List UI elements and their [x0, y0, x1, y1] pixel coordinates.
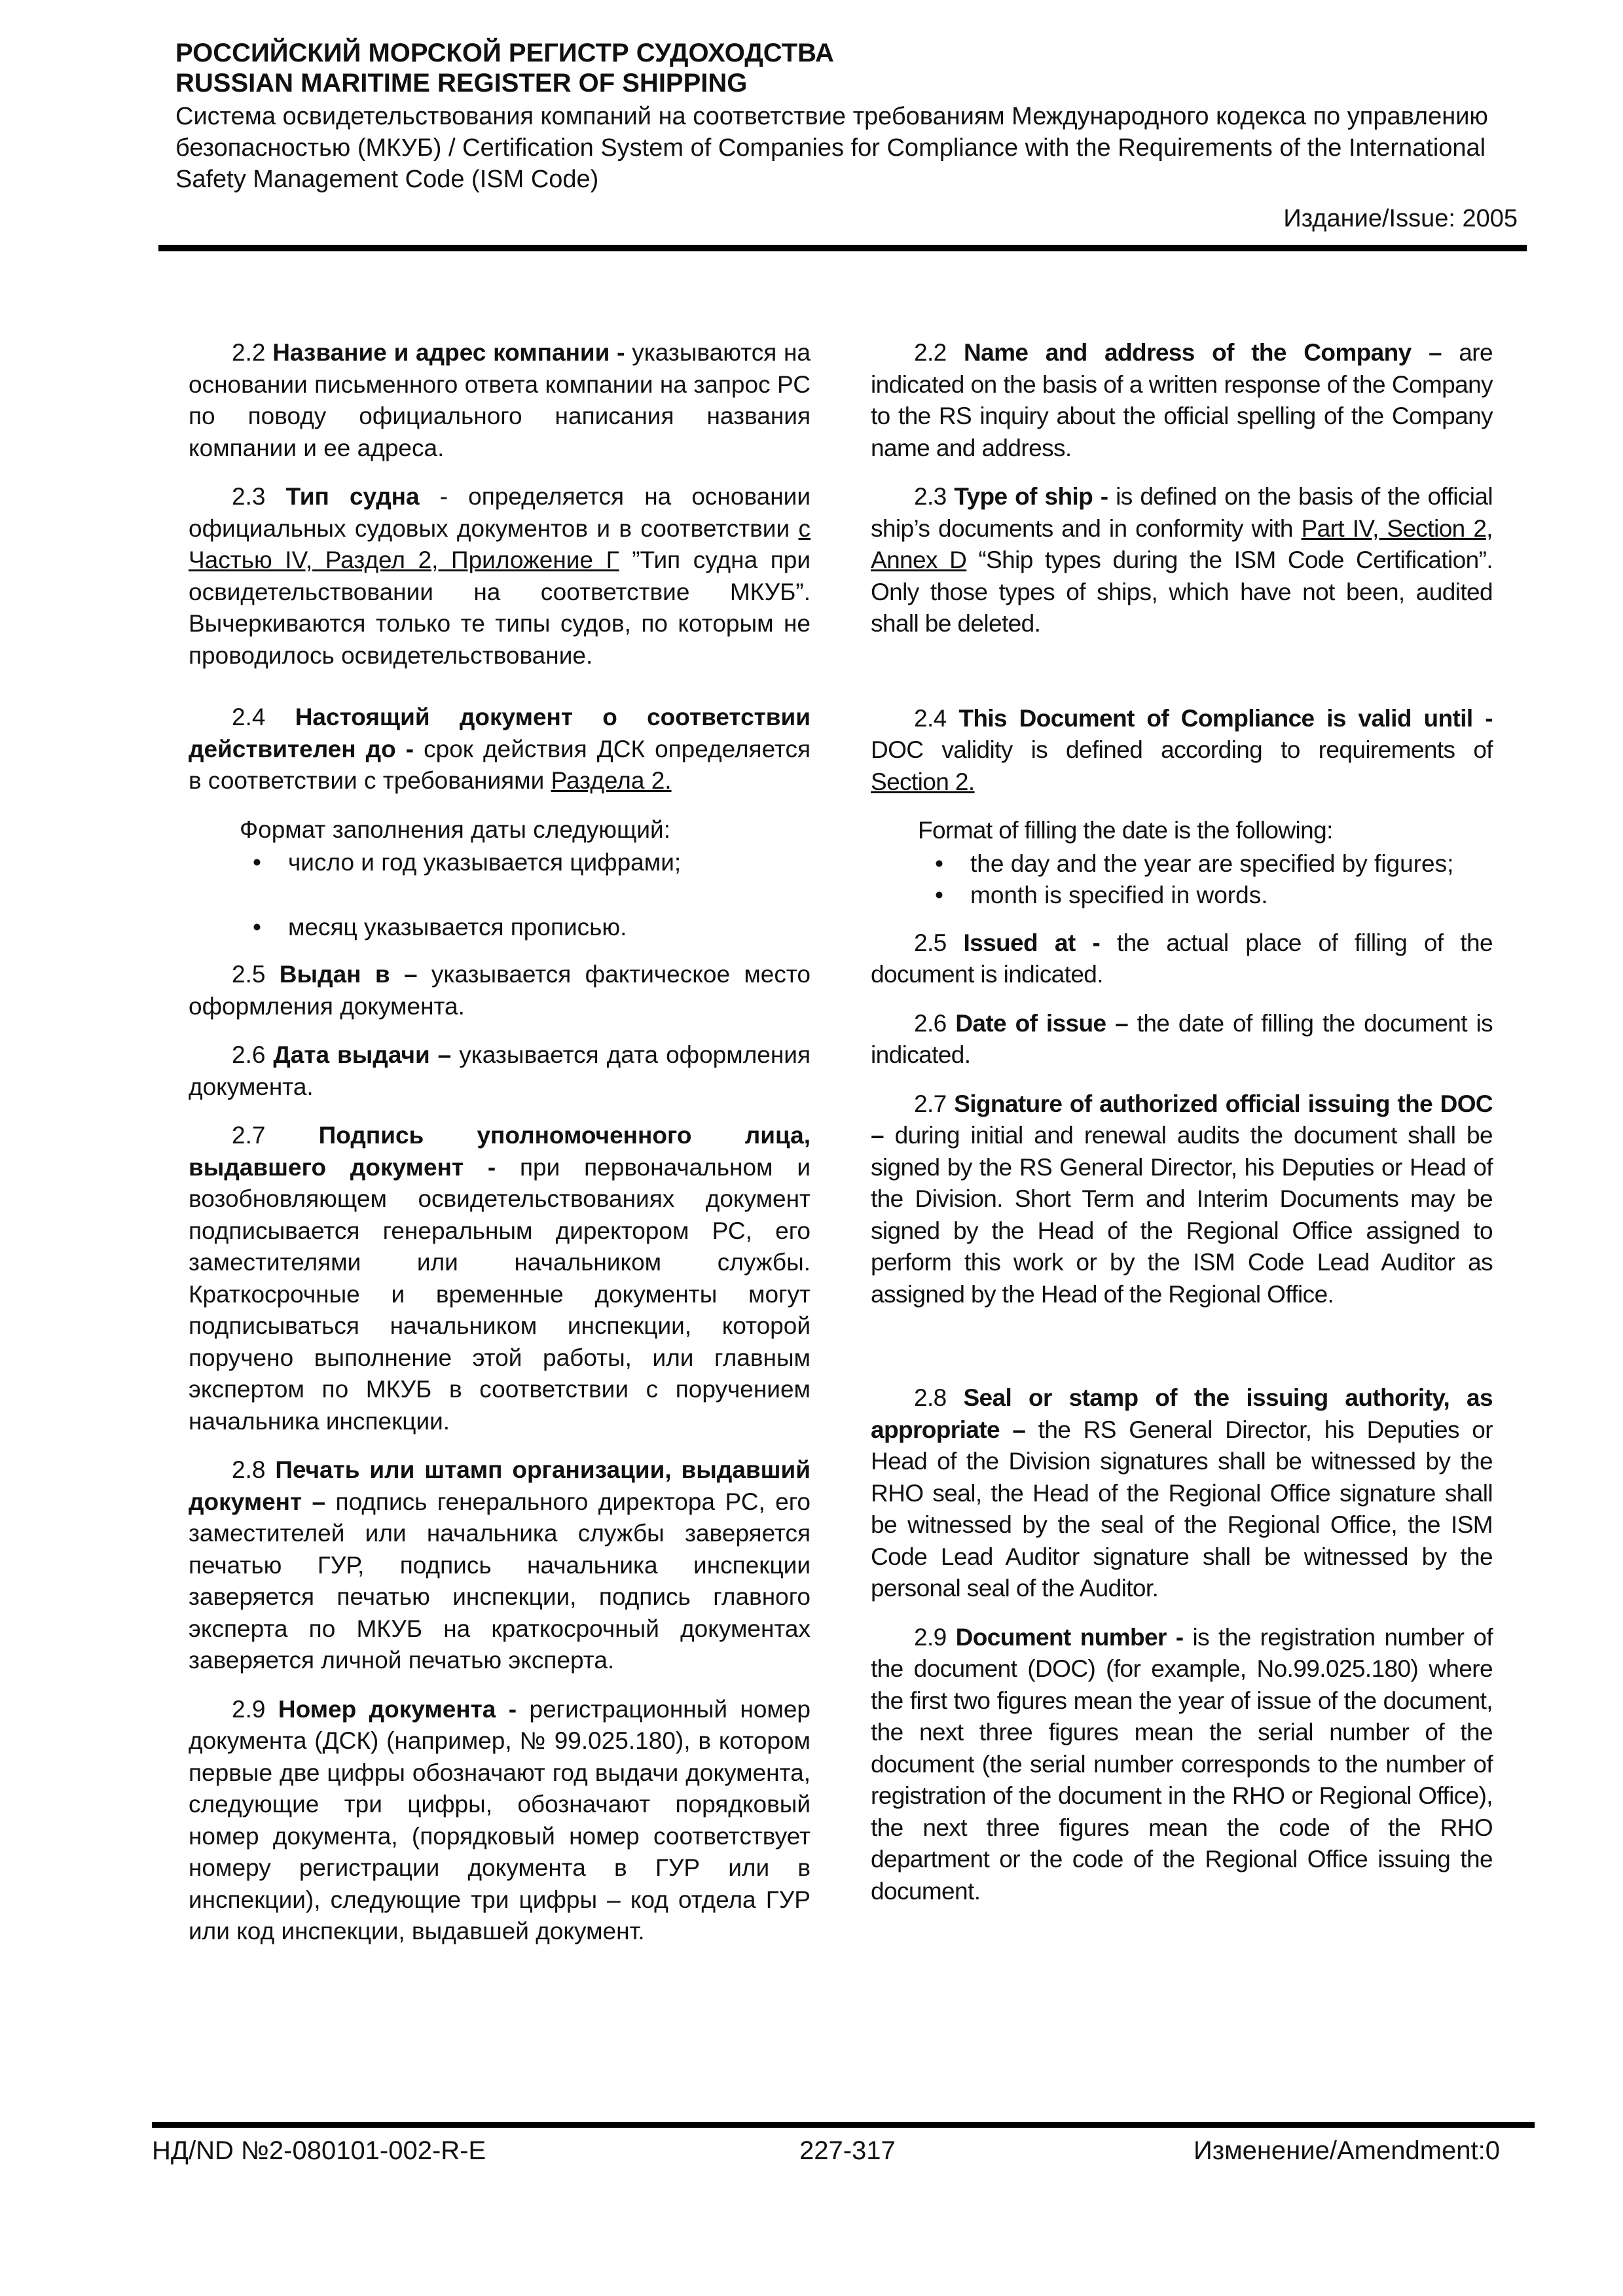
section-2-9-ru — [189, 1694, 811, 1948]
section-number: 2.6 — [232, 1041, 274, 1068]
section-text: is defined on the basis of the official ship’s documents and in conformity with — [871, 483, 1493, 542]
section-title: Дата выдачи – — [273, 1041, 460, 1068]
section-text: подпись генерального директора РС, его заместителей или начальника службы заверяется печатью ГУР, подпись начальника инспекции заверяется печатью инспекции, подпись главного эксперта по МКУБ на краткосрочный документах заверяется личной печатью эксперта. — [189, 1488, 811, 1674]
section-number: 2.2 — [232, 339, 273, 366]
section-2-8-en — [871, 1382, 1493, 1605]
section-2-6-ru — [189, 1039, 811, 1103]
system-title: Система освидетельствования компаний на соответствие требованиям Международного кодекса по управлению безопасностью (МКУБ) / Certification System of Companies for Compliance with the Requirements of the International Safety Management Code (ISM Code) — [175, 103, 1488, 193]
section-title: Type of ship - — [954, 483, 1116, 510]
date-format-intro-ru: Формат заполнения даты следующий: — [240, 816, 670, 843]
org-name-en: RUSSIAN MARITIME REGISTER OF SHIPPING — [175, 69, 748, 98]
section-2-3-en — [871, 481, 1493, 640]
section-reference-link[interactable]: Section 2. — [871, 768, 975, 795]
section-2-5-en — [871, 927, 1493, 991]
section-title: Name and address of the Company – — [964, 339, 1459, 366]
section-text: указывается фактическое место оформления документа. — [189, 961, 811, 1020]
section-2-9-en — [871, 1622, 1493, 1908]
section-2-7-en — [871, 1088, 1493, 1311]
section-title: Тип судна — [285, 483, 420, 510]
russian-column — [189, 337, 811, 1965]
section-title: Document number - — [955, 1623, 1193, 1651]
section-text: DOC validity is defined according to requirements of — [871, 736, 1493, 763]
list-item — [871, 848, 1493, 880]
date-format-list-en — [871, 848, 1493, 912]
footer-page-number: 227-317 — [799, 2136, 896, 2165]
section-number: 2.6 — [914, 1009, 956, 1037]
english-column — [871, 337, 1493, 1924]
org-name-ru: РОССИЙСКИЙ МОРСКОЙ РЕГИСТР СУДОХОДСТВА — [175, 39, 834, 67]
section-number: 2.2 — [914, 339, 964, 366]
section-title: Signature of authorized official issuing the DOC – — [871, 1090, 1493, 1149]
section-number: 2.8 — [232, 1456, 276, 1483]
bullet-icon: • — [253, 849, 261, 876]
section-title: Выдан в – — [279, 961, 431, 988]
section-reference-link[interactable]: Раздела 2. — [551, 767, 672, 794]
section-title: Date of issue – — [955, 1009, 1137, 1037]
section-2-5-ru — [189, 959, 811, 1022]
section-2-6-en — [871, 1008, 1493, 1071]
date-format-intro-en: Format of filling the date is the following: — [918, 817, 1333, 844]
section-text: “Ship types during the ISM Code Certification”. Only those types of ships, which have not been, audited shall be deleted. — [871, 547, 1493, 637]
section-text: срок действия ДСК определяется в соответствии с требованиями — [189, 735, 811, 794]
section-2-3-ru — [189, 481, 811, 672]
section-number: 2.3 — [914, 483, 955, 510]
annex-reference-link[interactable]: с Частью IV, Раздел 2, Приложение Г — [189, 514, 811, 573]
issue-label: Издание/Issue: 2005 — [1283, 205, 1518, 232]
list-item-text: month is specified in words. — [970, 882, 1268, 908]
section-2-4-en — [871, 703, 1493, 798]
list-item-text: the day and the year are specified by figures; — [970, 850, 1454, 877]
bullet-icon: • — [935, 882, 943, 908]
section-number: 2.3 — [232, 483, 286, 510]
section-text: are indicated on the basis of a written response of the Company to the RS inquiry about the official spelling of the Company name and address. — [871, 339, 1493, 461]
annex-reference-link[interactable]: Part IV, Section 2, Annex D — [871, 514, 1493, 573]
section-text: the date of filling the document is indicated. — [871, 1009, 1493, 1068]
section-number: 2.7 — [914, 1090, 955, 1117]
list-item-text: месяц указывается прописью. — [288, 913, 627, 941]
section-text: указываются на основании письменного ответа компании на запрос РС по поводу официального написания названия компании и ее адреса. — [189, 339, 811, 461]
footer-rule — [152, 2122, 1535, 2128]
section-number: 2.8 — [914, 1384, 964, 1411]
section-text: регистрационный номер документа (ДСК) (например, № 99.025.180), в котором первые две цифры обозначают год выдачи документа, следующие три цифры, обозначают порядковый номер документа, (порядковый номер соответствует номеру регистрации документа в ГУР или в инспекции), следующие три цифры – код отдела ГУР или код инспекции, выдавшей документ. — [189, 1695, 811, 1945]
section-2-4-ru — [189, 702, 811, 797]
section-title: Issued at - — [963, 929, 1117, 956]
section-number: 2.4 — [232, 704, 295, 730]
footer-doc-number: НД/ND №2-080101-002-R-E — [152, 2136, 486, 2165]
list-item-text: число и год указывается цифрами; — [288, 849, 682, 876]
section-number: 2.9 — [914, 1623, 956, 1651]
section-text: the actual place of filling of the document is indicated. — [871, 929, 1493, 988]
section-number: 2.7 — [232, 1122, 319, 1149]
footer-amendment: Изменение/Amendment:0 — [1194, 2136, 1500, 2165]
section-title: Номер документа - — [278, 1695, 530, 1723]
section-text: при первоначальном и возобновляющем освидетельствованиях документ подписывается генеральным директором РС, его заместителями или начальником службы. Краткосрочные и временные документы могут подписываться начальником инспекции, которой поручено выполнение этой работы, или главным экспертом по МКУБ в соответствии с поручением начальника инспекции. — [189, 1153, 811, 1435]
section-number: 2.9 — [232, 1695, 278, 1723]
list-item — [871, 880, 1493, 912]
section-title: Подпись уполномоченного лица, выдавшего документ - — [189, 1122, 811, 1181]
section-number: 2.5 — [914, 929, 964, 956]
section-2-8-ru — [189, 1454, 811, 1677]
section-title: This Document of Compliance is valid until - — [958, 704, 1493, 732]
section-text: the RS General Director, his Deputies or Head of the Division signatures shall be witnessed by the RHO seal, the Head of the Regional Office signature shall be witnessed by the seal of the Regional Office, the ISM Code Lead Auditor signature shall be witnessed by the personal seal of the Auditor. — [871, 1416, 1493, 1602]
date-format-list-ru — [189, 847, 811, 943]
section-text: is the registration number of the document (DOC) (for example, No.99.025.180) where the first two figures mean the year of issue of the document, the next three figures mean the serial number of the document (the serial number corresponds to the number of registration of the document in the RHO or Regional Office), the next three figures mean the code of the RHO department or the code of the Regional Office issuing the document. — [871, 1623, 1493, 1905]
document-header — [175, 38, 1518, 234]
section-title: Настоящий документ о соответствии действителен до - — [189, 704, 811, 762]
section-text: ”Тип судна при освидетельствовании на соответствие МКУБ”. Вычеркиваются только те типы судов, по которым не проводилось освидетельствование. — [189, 547, 811, 669]
section-number: 2.4 — [914, 704, 959, 732]
section-number: 2.5 — [232, 961, 280, 988]
header-rule — [158, 245, 1527, 251]
list-item — [189, 912, 811, 944]
section-2-2-en — [871, 337, 1493, 464]
section-text: указывается дата оформления документа. — [189, 1041, 811, 1100]
section-title: Seal or stamp of the issuing authority, as appropriate – — [871, 1384, 1493, 1443]
section-title: Название и адрес компании - — [272, 339, 632, 366]
section-text: during initial and renewal audits the document shall be signed by the RS General Director, his Deputies or Head of the Division. Short Term and Interim Documents may be signed by the Head of the Regional Office assigned to perform this work or by the ISM Code Lead Auditor as assigned by the Head of the Regional Office. — [871, 1122, 1493, 1308]
section-text: - определяется на основании официальных судовых документов и в соответствии — [189, 483, 811, 542]
bullet-icon: • — [253, 913, 261, 941]
section-2-2-ru — [189, 337, 811, 464]
bullet-icon: • — [935, 850, 943, 877]
section-2-7-ru — [189, 1120, 811, 1437]
section-title: Печать или штамп организации, выдавший документ – — [189, 1456, 811, 1515]
list-item — [189, 847, 811, 879]
